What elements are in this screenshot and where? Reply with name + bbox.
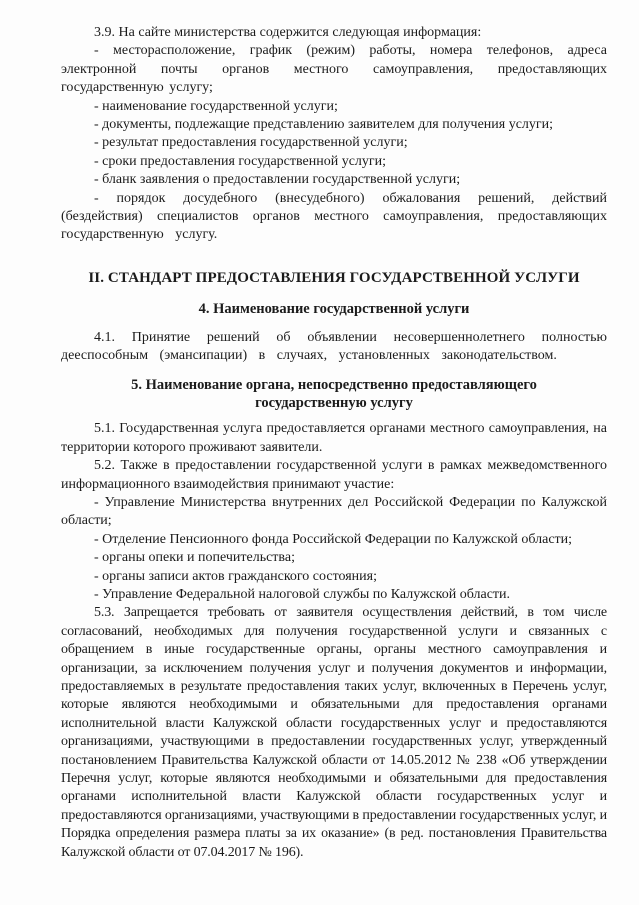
list-item: - сроки предоставления государственной услуги; xyxy=(94,153,387,169)
list-item: - Управление Федеральной налоговой службы по Калужской области. xyxy=(94,586,511,602)
paragraph-5-3: 5.3. Запрещается требовать от заявителя осуществления действий, в том числе согласований, необходимых для получения государственной услуги и связанных с обращением в иные государственные органы, органы местного самоуправления и организации, за исключением получения услуг и получения документов и информации, предоставляемых в результате предоставления таких услуг, включенных в Перечень услуг, которые являются необходимыми и обязательными для предоставления органами исполнительной власти Калужской области государственных услуг и предоставляются организациями, участвующими в предоставлении государственных услуг, утвержденный постановлением Правительства Калужской области от 14.05.2012 № 238 «Об утверждении Перечня услуг, которые являются необходимыми и обязательными для предоставления органами исполнительной власти Калужской области государственных услуг и предоставляются организациями, участвующими в предоставлении государственных услуг, и Порядка определения размера платы за их оказание» (в ред. постановления Правительства Калужской области от 07.04.2017 № 196). xyxy=(61,605,607,860)
list-item: - порядок досудебного (внесудебного) обжалования решений, действий (бездействия) специалистов органов местного самоуправления, предоставляющих государственную услугу. xyxy=(61,190,607,243)
list-item: - Отделение Пенсионного фонда Российской Федерации по Калужской области; xyxy=(94,531,573,547)
list-item: - органы записи актов гражданского состояния; xyxy=(94,568,377,584)
list-item: - бланк заявления о предоставлении государственной услуги; xyxy=(94,172,461,188)
document-body xyxy=(61,24,607,862)
subsection-title: государственную услугу xyxy=(255,394,413,411)
section-title: II. СТАНДАРТ ПРЕДОСТАВЛЕНИЯ ГОСУДАРСТВЕННОЙ УСЛУГИ xyxy=(88,269,580,286)
paragraph-5-1: 5.1. Государственная услуга предоставляется органами местного самоуправления, на территории которого проживают заявители. xyxy=(61,421,607,455)
list-item: - наименование государственной услуги; xyxy=(94,98,338,114)
paragraph-4-1: 4.1. Принятие решений об объявлении несовершеннолетнего полностью дееспособным (эмансипации) в случаях, установленных законодательством. xyxy=(61,329,607,364)
paragraph-3-9: 3.9. На сайте министерства содержится следующая информация: xyxy=(94,25,482,40)
subsection-title: 5. Наименование органа, непосредственно предоставляющего xyxy=(131,376,537,393)
list-item: - органы опеки и попечительства; xyxy=(94,550,295,566)
paragraph-5-2: 5.2. Также в предоставлении государственной услуги в рамках межведомственного информационного взаимодействия принимают участие: xyxy=(61,458,607,492)
subsection-title-block xyxy=(61,376,607,413)
list-item: - Управление Министерства внутренних дел Российской Федерации по Калужской области; xyxy=(61,494,607,529)
subsection-title: 4. Наименование государственной услуги xyxy=(198,301,470,318)
list-item: - результат предоставления государственной услуги; xyxy=(94,135,408,151)
list-item: - месторасположение, график (режим) работы, номера телефонов, адреса электронной почты органов местного самоуправления, предоставляющих государственную услугу; xyxy=(61,43,607,96)
list-item: - документы, подлежащие представлению заявителем для получения услуги; xyxy=(94,117,554,133)
